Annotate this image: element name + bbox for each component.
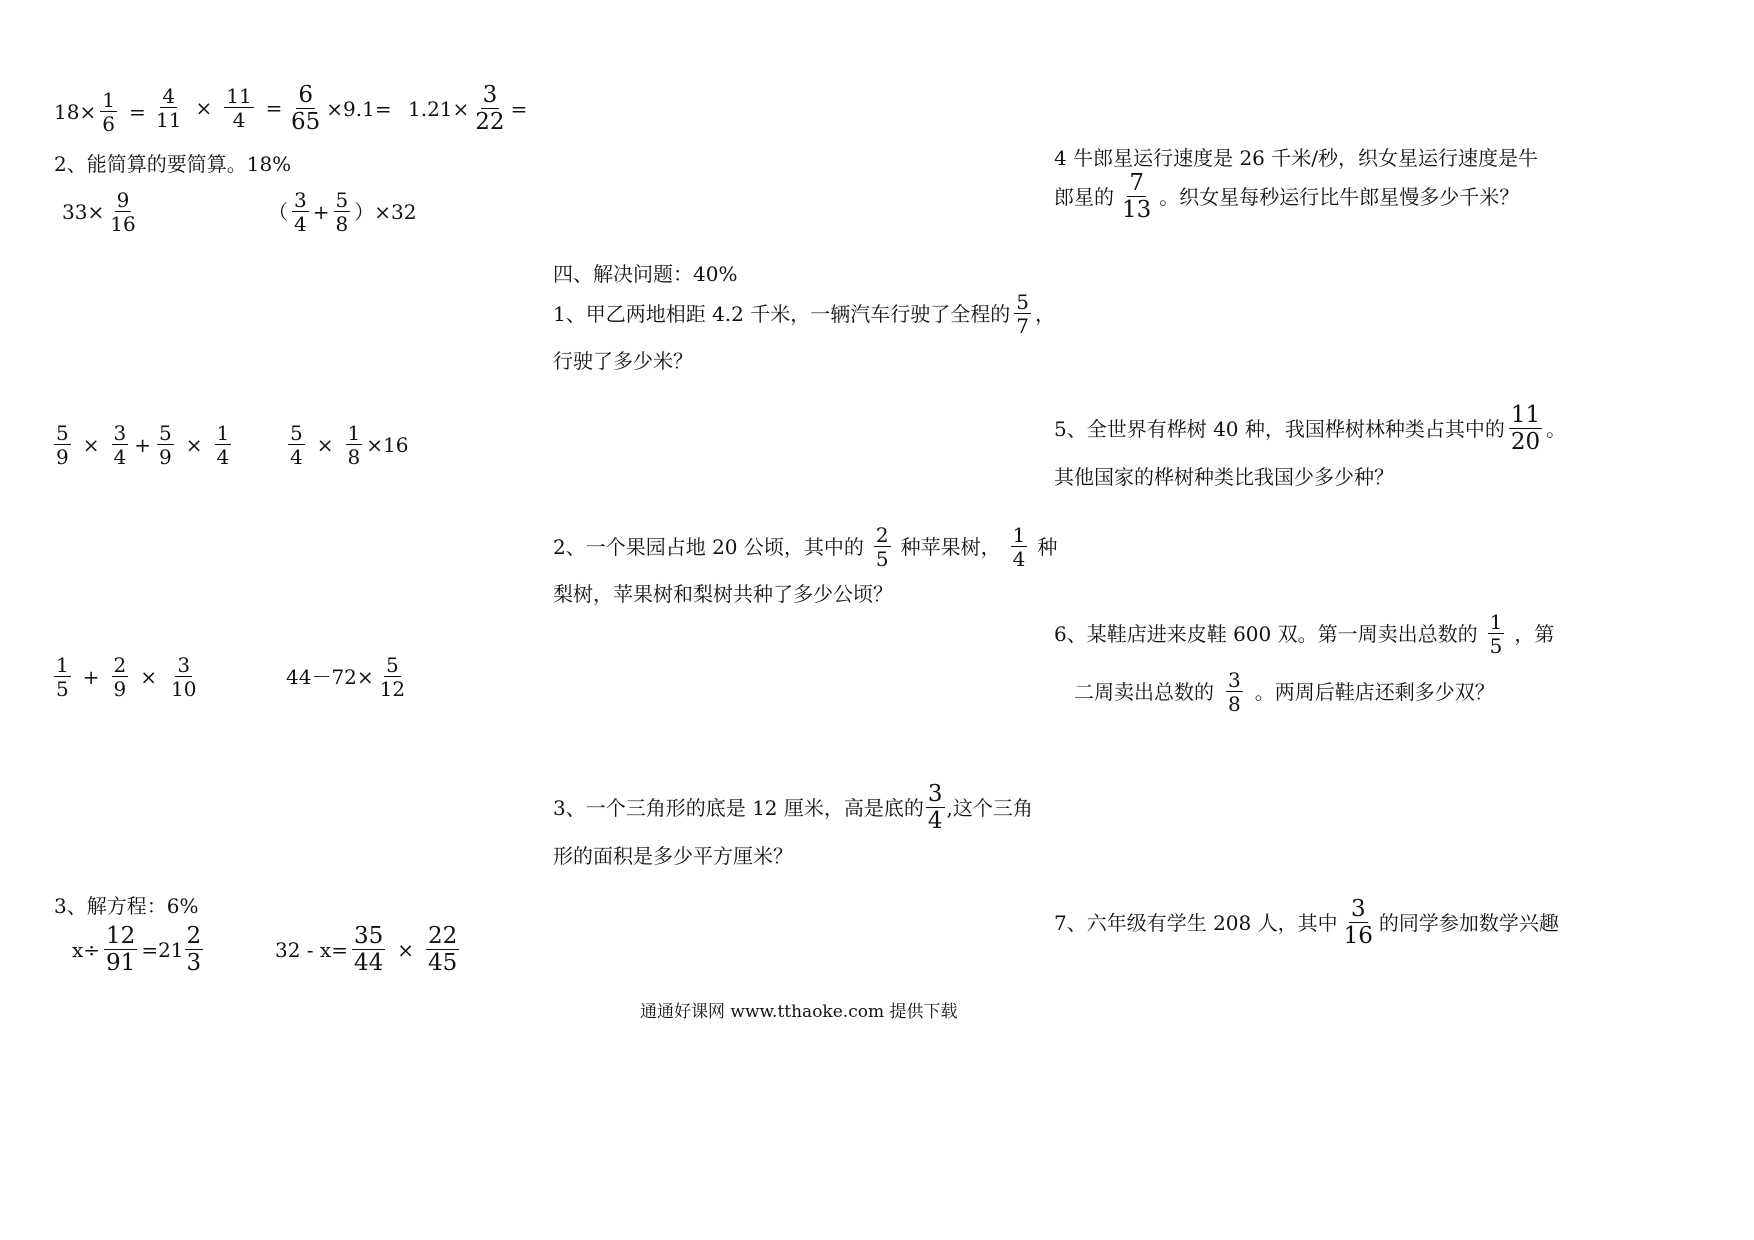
problem-4-line-2: 郎星的 $\frac{7}{13}$ 。织女星每秒运行比牛郎星慢多少千米？: [1054, 170, 1520, 223]
fraction: $\frac{2}{9}$: [113, 653, 127, 701]
expr-2: $\frac{4}{11}$ × $\frac{11}{4}$ =: [156, 84, 283, 132]
simplify-expr-1: 33× $\frac{9}{16}$: [62, 188, 136, 236]
fraction: $\frac{5}{8}$: [335, 188, 349, 236]
section-3-title: 3、解方程：6%: [54, 894, 199, 918]
fraction: $\frac{1}{4}$: [216, 421, 230, 469]
fraction: $\frac{35}{44}$: [353, 923, 384, 976]
expr-prefix: 18×: [54, 100, 97, 124]
problem-1-line-1: 1、甲乙两地相距 4.2 千米，一辆汽车行驶了全程的 $\frac{5}{7}$ ，: [553, 290, 1055, 338]
section-4-title: 四、解决问题：40%: [553, 262, 738, 286]
problem-3-line-2: 形的面积是多少平方厘米？: [553, 844, 793, 868]
simplify-expr-4: $\frac{5}{4}$ × $\frac{1}{8}$ ×16: [290, 421, 409, 469]
problem-6-line-1: 6、某鞋店进来皮鞋 600 双。第一周卖出总数的 $\frac{1}{5}$ ，第: [1054, 610, 1555, 658]
expr-4: 1.21× $\frac{3}{22}$ =: [408, 82, 528, 135]
fraction: $\frac{3}{22}$: [475, 82, 505, 135]
fraction: $\frac{5}{4}$: [290, 421, 303, 469]
mixed-number: =21 $\frac{2}{3}$: [141, 923, 202, 976]
problem-3-line-1: 3、一个三角形的底是 12 厘米，高是底的 $\frac{3}{4}$ ,这个三角: [553, 781, 1033, 834]
fraction: $\frac{3}{4}$: [927, 781, 943, 834]
fraction: $\frac{3}{4}$: [294, 188, 307, 236]
fraction: $\frac{5}{7}$: [1016, 290, 1029, 338]
problem-5-line-2: 其他国家的桦树种类比我国少多少种？: [1054, 465, 1394, 489]
fraction: $\frac{5}{9}$: [56, 421, 69, 469]
problem-5-line-1: 5、全世界有桦树 40 种，我国桦树林种类占其中的 $\frac{11}{20}$ 。: [1054, 402, 1567, 455]
fraction: $\frac{9}{16}$: [110, 188, 136, 236]
simplify-expr-5: $\frac{1}{5}$ + $\frac{2}{9}$ × $\frac{3}{10}$: [56, 653, 197, 701]
expr-1: 18× $\frac{1}{6}$ =: [54, 88, 146, 136]
problem-7-line-1: 7、六年级有学生 208 人，其中 $\frac{3}{16}$ 的同学参加数学兴趣: [1054, 896, 1559, 949]
fraction: $\frac{6}{65}$: [291, 82, 321, 135]
fraction: $\frac{22}{45}$: [428, 923, 458, 976]
simplify-expr-2: （ $\frac{3}{4}$ + $\frac{5}{8}$ ）×32: [268, 188, 417, 236]
fraction: $\frac{1}{4}$: [1012, 523, 1026, 571]
fraction: $\frac{1}{6}$: [102, 88, 115, 136]
fraction: $\frac{1}{5}$: [56, 653, 69, 701]
simplify-expr-6: 44－72× $\frac{5}{12}$: [286, 653, 406, 701]
problem-4-line-1: 4 牛郎星运行速度是 26 千米/秒，织女星运行速度是牛: [1054, 146, 1538, 170]
equation-2: 32 - x= $\frac{35}{44}$ × $\frac{22}{45}$: [275, 923, 458, 976]
fraction: $\frac{2}{3}$: [186, 923, 202, 976]
footer-credit: 通通好课网 www.tthaoke.com 提供下载: [640, 1002, 958, 1022]
equation-1: x÷ $\frac{12}{91}$ =21 $\frac{2}{3}$: [72, 925, 207, 975]
problem-2-line-1: 2、一个果园占地 20 公顷，其中的 $\frac{2}{5}$ 种苹果树， $\frac{1}{4}$ 种: [553, 523, 1058, 571]
problem-1-line-2: 行驶了多少米？: [553, 349, 693, 373]
simplify-expr-3: $\frac{5}{9}$ × $\frac{3}{4}$ + $\frac{5}{9}$ × $\frac{1}{4}$: [56, 421, 230, 469]
fraction: $\frac{12}{91}$: [106, 923, 136, 976]
fraction: $\frac{3}{4}$: [113, 421, 127, 469]
expr-3: $\frac{6}{65}$ ×9.1=: [291, 82, 392, 135]
section-2-title: 2、能简算的要简算。18%: [54, 152, 292, 176]
fraction: $\frac{3}{10}$: [171, 653, 197, 701]
problem-6-line-2: 二周卖出总数的 $\frac{3}{8}$ 。两周后鞋店还剩多少双？: [1074, 668, 1495, 716]
fraction: $\frac{7}{13}$: [1122, 170, 1152, 223]
fraction: $\frac{11}{4}$: [226, 84, 252, 132]
fraction: $\frac{3}{16}$: [1343, 896, 1373, 949]
fraction: $\frac{5}{12}$: [379, 653, 406, 701]
fraction: $\frac{4}{11}$: [156, 84, 182, 132]
fraction: $\frac{3}{8}$: [1228, 668, 1241, 716]
fraction: $\frac{1}{5}$: [1489, 610, 1503, 658]
problem-2-line-2: 梨树，苹果树和梨树共种了多少公顷？: [553, 582, 893, 606]
fraction: $\frac{2}{5}$: [875, 523, 889, 571]
fraction: $\frac{1}{8}$: [347, 421, 361, 469]
fraction: $\frac{5}{9}$: [159, 421, 172, 469]
fraction: $\frac{11}{20}$: [1510, 402, 1541, 455]
